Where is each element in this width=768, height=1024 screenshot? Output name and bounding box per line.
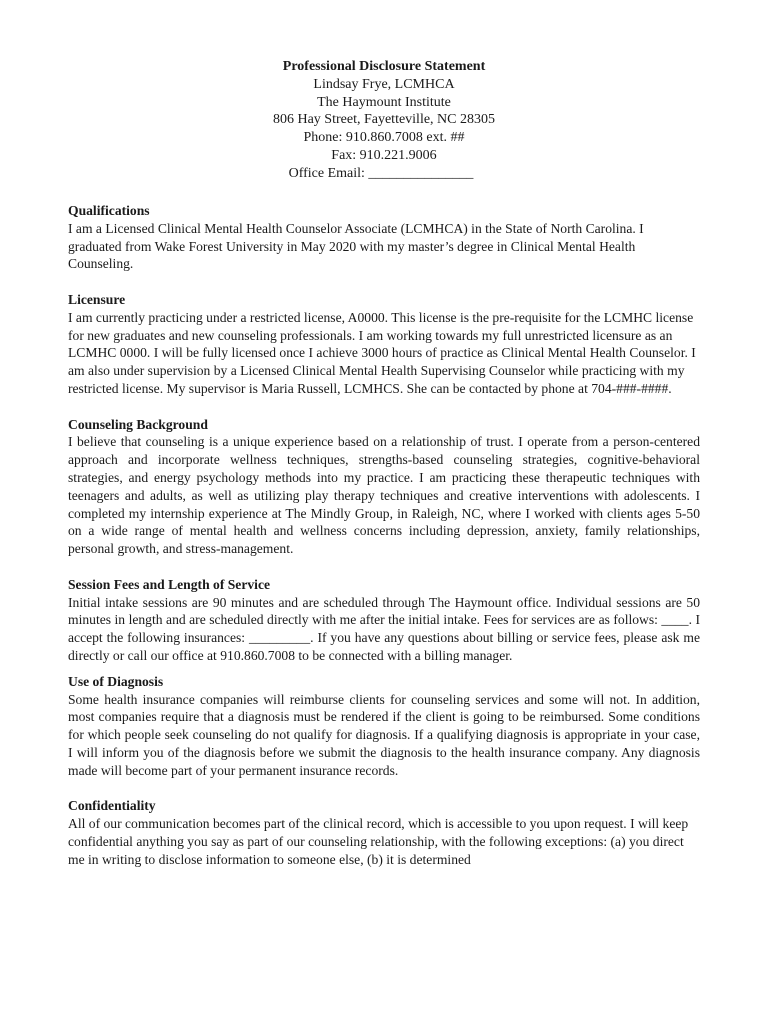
document-header: [0, 58, 768, 183]
section-text: I believe that counseling is a unique experience based on a relationship of trust. I operate from a person-centered approach and incorporate wellness techniques, strengths-based counseling strategies, cognitive-behavioral strategies, and energy psychology methods into my practice. I am practicing these therapeutic techniques with teenagers and adults, as well as utilizing play therapy techniques and creative interventions with adolescents. I completed my internship experience at The Mindly Group, in Raleigh, NC, where I worked with clients ages 5-50 on a wide range of mental health and wellness concerns including depression, anxiety, family relationships, personal growth, and stress-management.: [68, 434, 700, 557]
fax-line: Fax: 910.221.9006: [331, 147, 437, 163]
section-text: Initial intake sessions are 90 minutes and are scheduled through The Haymount office. Individual sessions are 50 minutes in length and are scheduled directly with me after the initial intake. Fees for services are as follows: ____. I accept the following insurances: _________. If you have any questions about billing or service fees, please ask me directly or call our office at 910.860.7008 to be connected with a billing manager.: [68, 594, 700, 663]
document-body: [68, 202, 700, 886]
section-heading: Qualifications: [68, 203, 150, 218]
office-email-line: Office Email: _______________: [288, 165, 474, 181]
institute-name: The Haymount Institute: [317, 94, 451, 110]
section-text: I am currently practicing under a restricted license, A0000. This license is the pre-requisite for the LCMHC license for new graduates and new counseling professionals. I am working towards my full unrestricted licensure as an LCMHC 0000. I will be fully licensed once I achieve 3000 hours of practice as Clinical Mental Health Counselor. I am also under supervision by a Licensed Clinical Mental Health Supervising Counselor while practicing with my restricted license. My supervisor is Maria Russell, LCMHCS. She can be contacted by phone at 704-###-####.: [68, 309, 696, 396]
institute-address: 806 Hay Street, Fayetteville, NC 28305: [272, 112, 496, 128]
section-licensure: [68, 291, 700, 398]
section-text: I am a Licensed Clinical Mental Health Counselor Associate (LCMHCA) in the State of North Carolina. I graduated from Wake Forest University in May 2020 with my master’s degree in Clinical Mental Health Counseling.: [68, 220, 644, 272]
section-heading: Use of Diagnosis: [68, 673, 164, 689]
counselor-name: Lindsay Frye, LCMHCA: [313, 76, 455, 92]
phone-line: Phone: 910.860.7008 ext. ##: [303, 130, 465, 146]
section-heading: Licensure: [68, 291, 126, 307]
section-session-fees: [68, 576, 700, 665]
section-text: Some health insurance companies will reimburse clients for counseling services and some will not. In addition, most companies require that a diagnosis must be rendered if the client is going to be reimbursed. Some conditions for which people seek counseling do not qualify for diagnosis. If a qualifying diagnosis is appropriate in your case, I will inform you of the diagnosis before we submit the diagnosis to the health insurance company. Any diagnosis made will become part of your permanent insurance records.: [68, 691, 700, 778]
section-counseling-background: [68, 416, 700, 558]
section-qualifications: [68, 202, 700, 273]
document-title: Professional Disclosure Statement: [282, 59, 486, 74]
section-use-of-diagnosis: [68, 673, 700, 780]
section-heading: Session Fees and Length of Service: [68, 576, 271, 592]
section-heading: Confidentiality: [68, 798, 156, 814]
section-text: All of our communication becomes part of the clinical record, which is accessible to you upon request. I will keep confidential anything you say as part of our counseling relationship, with the following exceptions: (a) you direct me in writing to disclose information to someone else, (b) it is determined: [68, 816, 689, 867]
section-heading: Counseling Background: [68, 416, 208, 432]
section-confidentiality: [68, 797, 700, 868]
